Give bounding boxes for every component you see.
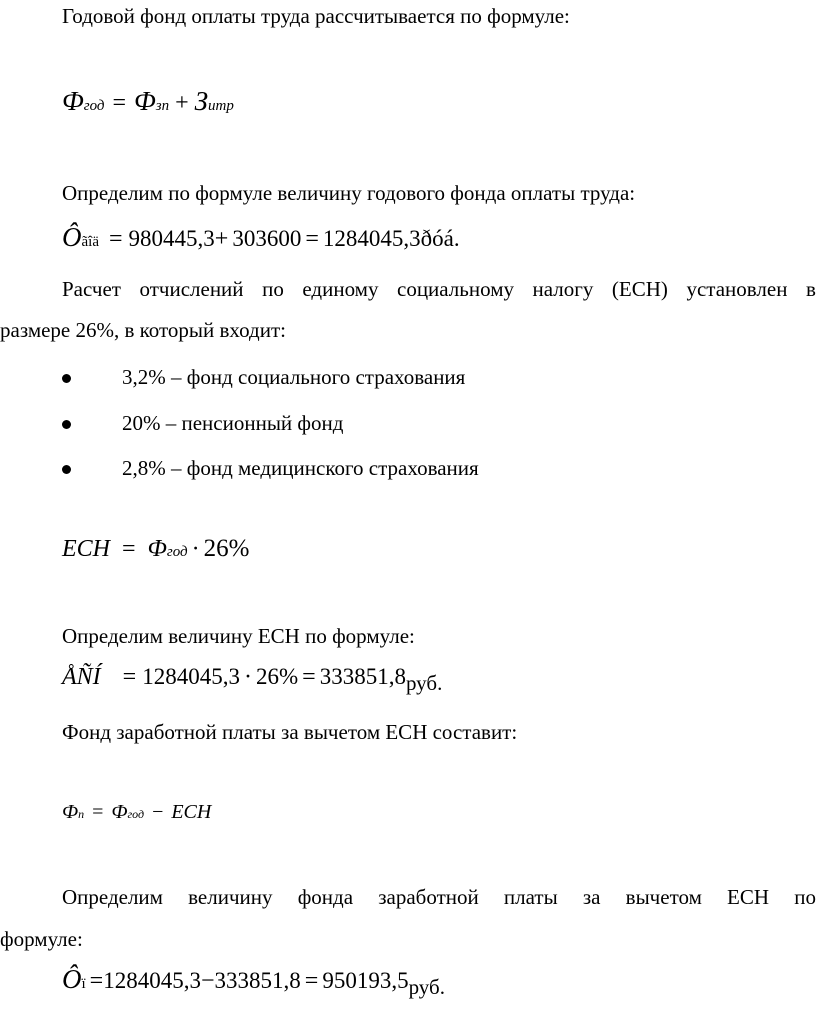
formula-operator: =	[108, 226, 123, 252]
bullet-icon	[62, 420, 71, 429]
formula-symbol: Ф	[134, 86, 156, 116]
paragraph-fund-after-esn: Фонд заработной платы за вычетом ЕСН составит:	[62, 720, 518, 744]
word: ЕСН	[727, 885, 770, 909]
formula-symbol: Ф	[62, 801, 79, 823]
formula-operator: =	[122, 664, 137, 690]
word: отчислений	[139, 277, 244, 301]
formula-number: 1284045,3	[103, 968, 201, 993]
formula-number: 1284045,3	[142, 664, 240, 689]
formula-unit: руб.	[408, 975, 445, 999]
formula-subscript: год	[83, 98, 105, 114]
formula-operator: +	[175, 90, 189, 116]
paragraph-define-esn: Определим величину ЕСН по формуле:	[62, 624, 415, 648]
formula-esn	[62, 535, 249, 563]
formula-fund-net-calc	[62, 964, 445, 999]
word: вычетом	[625, 885, 702, 909]
formula-operator: =	[122, 536, 136, 562]
formula-symbol: ЕСН	[62, 536, 110, 562]
formula-subscript: год	[127, 807, 145, 821]
bullet-item: 3,2% – фонд социального страхования	[122, 365, 466, 389]
formula-symbol: Ф	[147, 536, 167, 562]
formula-number: 980445,3	[128, 226, 215, 251]
formula-unit: ðóá.	[420, 226, 460, 251]
paragraph-define-net-line1	[62, 884, 816, 910]
formula-number: 26%	[203, 535, 250, 562]
formula-subscript: ãîä	[81, 234, 99, 250]
formula-fund-net	[62, 801, 211, 824]
formula-operator: =	[305, 226, 319, 252]
formula-subscript: ï	[81, 976, 86, 992]
formula-symbol: ЕСН	[171, 801, 212, 823]
formula-symbol: ÅÑÍ	[62, 664, 101, 690]
word: Расчет	[62, 277, 121, 301]
formula-subscript: год	[166, 544, 188, 560]
word: (ЕСН)	[611, 277, 668, 301]
formula-annual-fund-calc	[62, 222, 460, 253]
bullet-icon	[62, 465, 71, 474]
word: фонда	[297, 885, 354, 909]
paragraph-define-annual-fund: Определим по формуле величину годового фонда оплаты труда:	[62, 181, 636, 205]
paragraph-annual-fund-intro: Годовой фонд оплаты труда рассчитывается по формуле:	[62, 4, 570, 28]
formula-number: 333851,8	[319, 664, 406, 689]
word: Определим	[62, 885, 163, 909]
formula-operator: ·	[191, 536, 200, 562]
bullet-item: 20% – пенсионный фонд	[122, 411, 344, 435]
formula-symbol: Ф	[111, 801, 128, 823]
formula-operator: −	[152, 801, 164, 823]
formula-operator: =	[302, 664, 316, 690]
formula-annual-fund	[62, 86, 234, 117]
word: по	[794, 885, 816, 909]
paragraph-define-net-line2: формуле:	[0, 927, 83, 951]
formula-number: 333851,8	[214, 968, 301, 993]
word: за	[582, 885, 601, 909]
word: установлен	[686, 277, 788, 301]
formula-operator: =	[112, 90, 127, 116]
formula-operator: −	[200, 968, 215, 994]
formula-number: 1284045,3	[322, 226, 421, 251]
formula-operator: =	[92, 801, 104, 823]
word: в	[805, 277, 816, 301]
formula-unit: руб.	[405, 671, 443, 695]
formula-esn-calc	[62, 664, 443, 695]
word: величину	[188, 885, 273, 909]
formula-operator: +	[214, 226, 229, 252]
formula-symbol: Ô	[62, 964, 82, 994]
formula-number: 303600	[232, 226, 302, 251]
bullet-icon	[62, 374, 71, 383]
word: единому	[302, 277, 379, 301]
formula-subscript: итр	[208, 98, 234, 114]
paragraph-esn-line1	[62, 276, 816, 302]
formula-number: 950193,5	[322, 968, 409, 993]
formula-symbol: З	[194, 86, 209, 116]
formula-operator: =	[304, 968, 319, 994]
word: социальному	[397, 277, 514, 301]
formula-operator: ·	[243, 664, 252, 690]
paragraph-esn-line2: размере 26%, в который входит:	[0, 318, 286, 342]
word: по	[262, 277, 284, 301]
formula-number: 26%	[255, 664, 299, 689]
word: налогу	[532, 277, 594, 301]
word: заработной	[378, 885, 479, 909]
formula-symbol: Ô	[62, 222, 82, 252]
formula-subscript: п	[78, 807, 85, 821]
formula-symbol: Ф	[62, 86, 84, 116]
word: платы	[503, 885, 558, 909]
formula-subscript: зп	[155, 98, 170, 114]
formula-operator: =	[89, 968, 104, 994]
bullet-item: 2,8% – фонд медицинского страхования	[122, 456, 479, 480]
